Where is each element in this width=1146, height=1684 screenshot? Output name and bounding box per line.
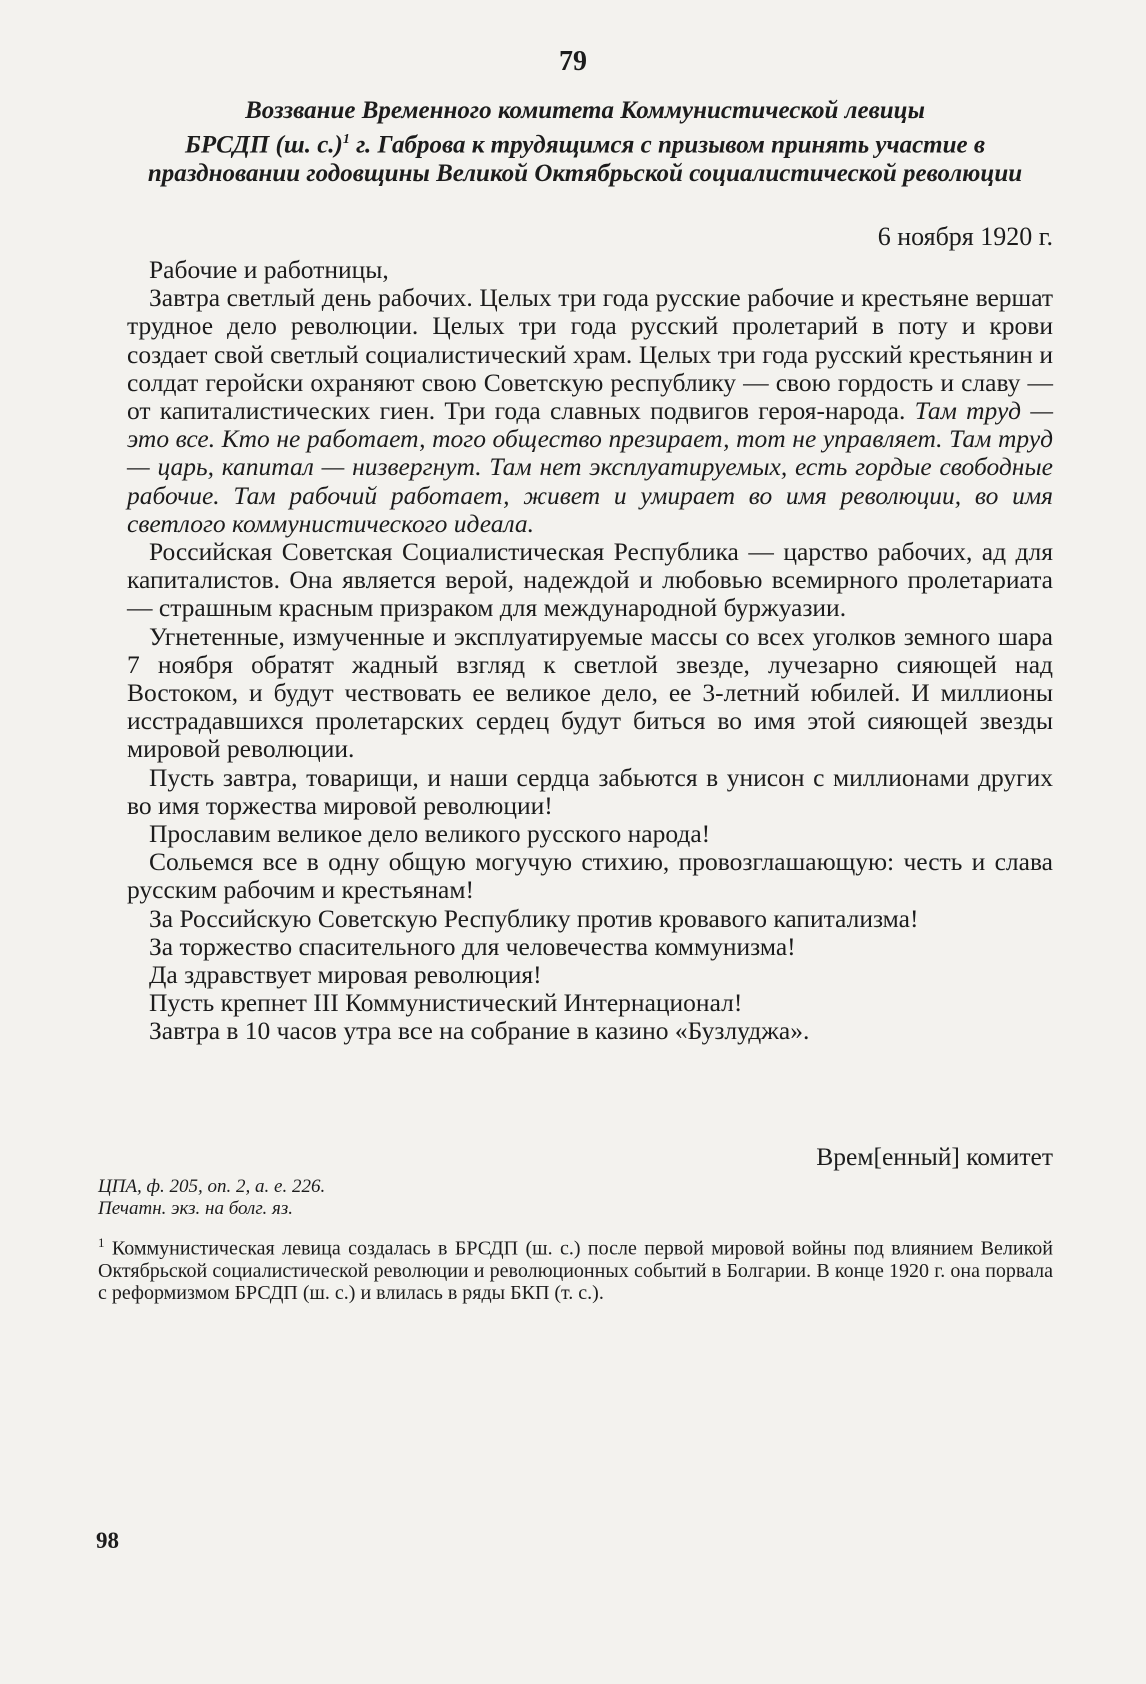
footnote [98, 1232, 1053, 1304]
document-number: 79 [559, 46, 587, 77]
paragraph-2: Российская Советская Социалистическая Республика — царство рабочих, ад для капиталистов. Она является верой, надеждой и любовью всемирного пролетариата — страшным красным призраком для международной буржуазии. [127, 537, 1053, 623]
paragraph-1-regular: Завтра светлый день рабочих. Целых три года русские рабочие и крестьяне вершат трудное дело революции. Целых три года русский пролетарий в поту и крови создает свой светлый социалистический храм. Целых три года русский крестьянин и солдат геройски охраняют свою Советскую республику — свою гордость и славу — от капиталистических гиен. Три года славных подвигов героя-народа. [127, 283, 1053, 426]
paragraph-3: Угнетенные, измученные и эксплуатируемые массы со всех уголков земного шара 7 ноября обратят жадный взгляд к светлой звезде, лучезарно сияющей над Востоком, и будут чествовать ее великое дело, ее 3-летний юбилей. И миллионы исстрадавшихся пролетарских сердец будут биться во имя этой сияющей звезды мировой революции. [127, 621, 1053, 764]
paragraph-5: Прославим великое дело великого русского народа! [149, 819, 711, 849]
title-line-1: Воззвание Временного комитета Коммунистической левицы [245, 97, 925, 124]
paragraph-7: За Российскую Советскую Республику против кровавого капитализма! [149, 903, 919, 933]
archive-note: Печатн. экз. на болг. яз. [98, 1198, 293, 1219]
paragraph-6: Сольемся все в одну общую могучую стихию, провозглашающую: честь и слава русским рабочим и крестьянам! [127, 847, 1053, 905]
signature: Врем[енный] комитет [816, 1142, 1053, 1171]
paragraph-1-italic: Там труд — это все. Кто не работает, того общество презирает, тот не управляет. Там труд — царь, капитал — низвергнут. Там нет эксплуатируемых, есть гордые свободные рабочие. Там рабочий работает, живет и умирает во имя революции, во имя светлого коммунистического идеала. [127, 396, 1053, 538]
salutation: Рабочие и работницы, [149, 255, 389, 284]
paragraph-11: Завтра в 10 часов утра все на собрание в казино «Бузлуджа». [149, 1016, 810, 1046]
footnote-mark: 1 [98, 1235, 105, 1250]
paragraph-10: Пусть крепнет III Коммунистический Интернационал! [149, 988, 743, 1018]
paragraph-1 [127, 284, 1053, 538]
archive-ref: ЦПА, ф. 205, оп. 2, а. е. 226. [98, 1176, 326, 1197]
title-line-2-post: г. Габрова к трудящимся с призывом принять участие в праздновании годовщины Великой Октябрьской социалистической революции [147, 131, 1023, 188]
footnote-text: Коммунистическая левица создалась в БРСДП (ш. с.) после первой мировой войны под влиянием Великой Октябрьской социалистической революции и революционных событий в Болгарии. В конце 1920 г. она порвала с реформизмом БРСДП (ш. с.) и влилась в ряды БКП (т. с.). [98, 1237, 1053, 1304]
document-date: 6 ноября 1920 г. [877, 222, 1053, 251]
archive-reference [98, 1176, 325, 1220]
title-line-2-pre: БРСДП (ш. с.) [184, 131, 343, 159]
document-title [120, 96, 1050, 188]
title-footnote-mark: 1 [342, 132, 350, 147]
paragraph-8: За торжество спасительного для человечества коммунизма! [149, 931, 796, 961]
paragraph-4: Пусть завтра, товарищи, и наши сердца забьются в унисон с миллионами других во имя торжества мировой революции! [127, 762, 1053, 820]
paragraph-9: Да здравствует мировая революция! [149, 960, 542, 990]
page-number: 98 [96, 1528, 119, 1553]
document-body [127, 256, 1053, 1046]
